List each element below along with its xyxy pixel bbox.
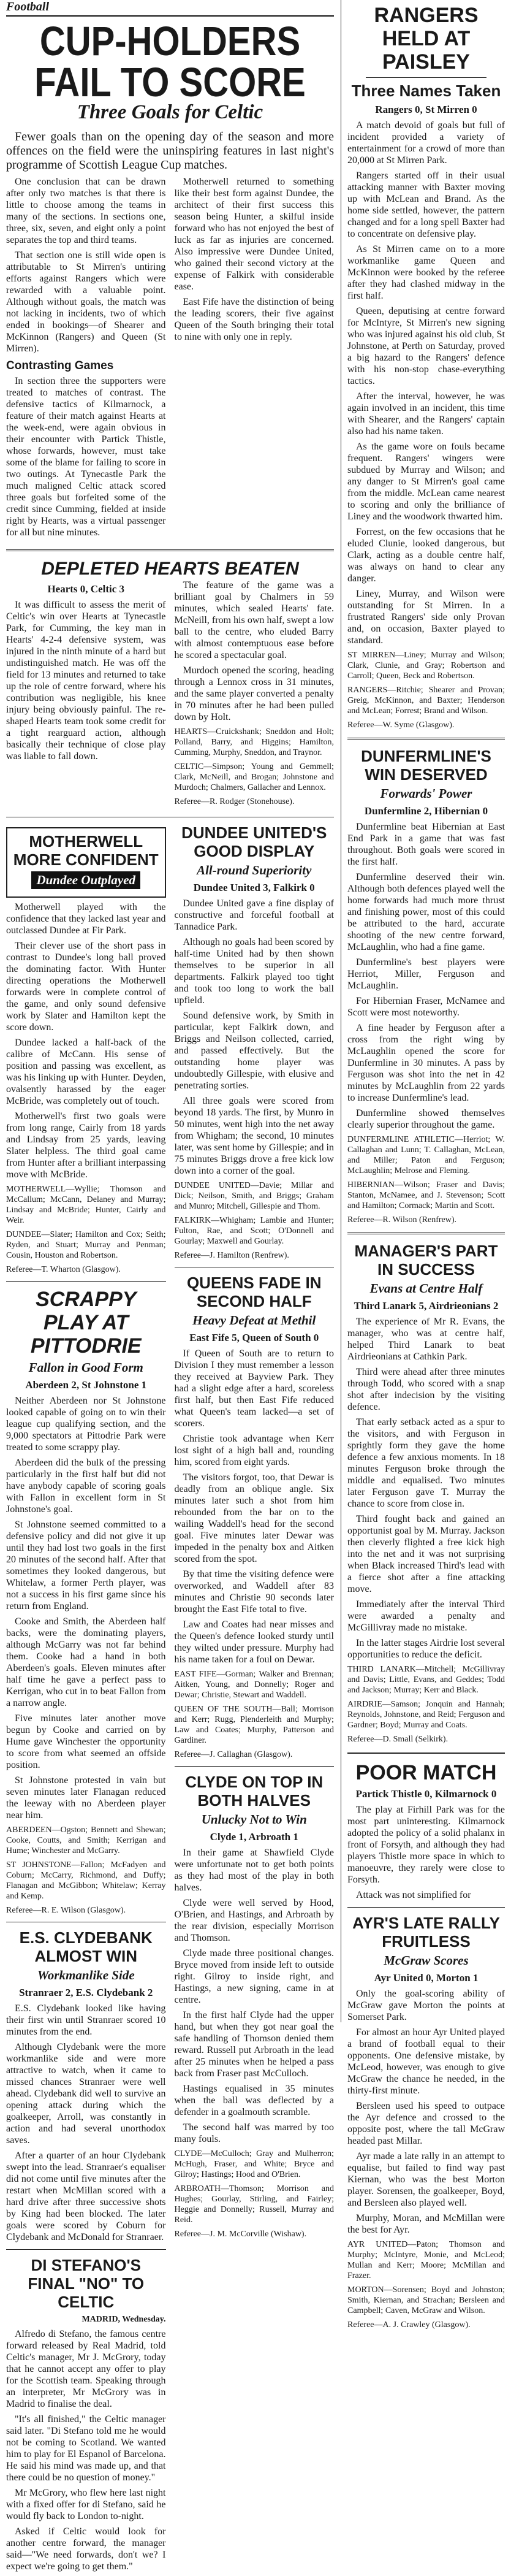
dundee-utd-paragraph: All three goals were scored from beyond 18 yards. The first, by Munro in 50 minutes, went high into the net away from Whigham; the second, 10 minutes later, was sent home by Gillespie; and in 75 minutes Briggs drove a free kick low down into a corner of the goal. [174, 1096, 334, 1176]
ayr-teams: AYR UNITED—Paton; Thomson and Murphy; McIntyre, Monie, and McLeod; Mullan and Kerr; Moore; McMillan and Frazer. [347, 2240, 505, 2280]
manager-score: Third Lanark 5, Airdrieonians 2 [354, 1300, 499, 1312]
motherwell-paragraph: Motherwell's first two goals were from long range, Cairly from 18 yards and Lindsay from 25 yards, leaving Slater helpless. The third goal came from Hunter after a brilliant interpassing move with McBride. [6, 1111, 166, 1180]
clyde-paragraph: Clyde made three positional changes. Bryce moved from inside left to outside right. Gilroy to inside right, and Hastings, a new signing, came in at centre. [174, 1948, 334, 2005]
lead-paragraph: Motherwell returned to something like their best form against Dundee, the architect of their first success this season being Hunter, a skilful inside forward who has not enjoyed the best of luck as far as injuries are concerned. Also impressive were Dundee United, who gained their second victory at the expense of Falkirk with considerable ease. [174, 177, 334, 292]
column-a [6, 824, 166, 2576]
lead-paragraph: In section three the supporters were treated to matches of contrast. The defensive tactics of Kilmarnock, a feature of their match against Hearts at the week-end, were again obvious in their encounter with Partick Thistle, whose forwards, however, must take some of the blame for failing to score in two outings. At Tynecastle Park the much maligned Celtic attack scored three goals but forfeited some of the credit since Cumming, fielded at inside right by Hearts, was a virtual passenger for all but nine minutes. [6, 376, 166, 538]
ayr-headline: AYR'S LATE RALLY FRUITLESS [352, 1914, 500, 1951]
ayr-paragraph: Bersleen used his speed to outpace the Ayr defence and crossed to the opposite post, where the tall McGraw headed past Millar. [347, 2101, 505, 2146]
rangers-paragraph: After the interval, however, he was again involved in an incident, this time with Shearer, and the Rangers' captain also had his name taken. [347, 391, 505, 437]
aberdeen-paragraph: St Johnstone seemed committed to a defensive policy and did not give it up until they had lost two goals in the first 20 minutes of the second half. After that sometimes they looked dangerous, but Whitelaw, a former Perth player, was not a success in his first game since his return from England. [6, 1519, 166, 1611]
lead-intro: Fewer goals than on the opening day of the season and more offences on the field were the uninspiring features in last night's programme of Scottish League Cup matches. [6, 130, 334, 172]
motherwell-referee: Referee—T. Wharton (Glasgow). [6, 1265, 121, 1274]
queens-referee: Referee—J. Callaghan (Glasgow). [174, 1750, 293, 1759]
ayr-paragraph: For almost an hour Ayr United played a brand of football equal to their opponents. One defensive mistake, by McLeod, however, was enough to give McGraw the chance he needed, in the thirty-first minute. [347, 2027, 505, 2096]
manager-headline: MANAGER'S PART IN SUCCESS [354, 1242, 498, 1278]
motherwell-paragraph: Motherwell played with the confidence that they lacked last year and outclassed Dundee at Fir Park. [6, 902, 166, 936]
clydebank-paragraph: After a quarter of an hour Clydebank swept into the lead. Stranraer's equaliser did not come until five minutes after the restart when McMillan scored with a hard drive after three successive shots by King had been blocked. The later goals were scored by Coburn for Clydebank and McDonald for Stranraer. [6, 2150, 166, 2242]
manager-paragraph: Third fought back and gained an opportunist goal by M. Murray. Jackson then cleverly flighted a free kick high into the net and it was not surprising when Black increased Third's lead with a fierce shot after a fine attacking move. [347, 1514, 505, 1594]
aberdeen-paragraph: St Johnstone protested in vain but seven minutes later Flanagan reduced the leeway with no Aberdeen player near him. [6, 1775, 166, 1821]
aberdeen-teams: ABERDEEN—Ogston; Bennett and Shewan; Cooke, Coutts, and Smith; Kerrigan and Hume; Winchester and McGarry. [6, 1825, 166, 1856]
ayr-subhead: McGraw Scores [384, 1953, 469, 1968]
clyde-paragraph: Hastings equalised in 35 minutes when the ball was deflected by a defender in a goalmouth scramble. [174, 2084, 334, 2117]
ayr-paragraph: Only the goal-scoring ability of McGraw gave Morton the points at Somerset Park. [347, 1989, 505, 2022]
aberdeen-paragraph: Cooke and Smith, the Aberdeen half backs, were the dominating players, although McGarry was not far behind them. Cooke had a hand in both Aberdeen's goals. Eleven minutes after half time he gave a perfect pass to Kerrigan, who cut in to beat Fallon from a narrow angle. [6, 1616, 166, 1708]
clyde-referee: Referee—J. M. McCorville (Wishaw). [174, 2230, 307, 2239]
dunfermline-teams: DUNFERMLINE ATHLETIC—Herriot; W. Callaghan and Lunn; T. Callaghan, McLean, and Miller; Paton and Ferguson; McLaughlin; Melrose and Fleming. [347, 1135, 505, 1175]
clyde-paragraph: Clyde were well served by Hood, O'Brien, and Hastings, and Arbroath by the rear division, especially Morrison and Thomson. [174, 1898, 334, 1943]
dundee-utd-paragraph: Although no goals had been scored by half-time United had by then shown themselves to be superior in all departments. Falkirk played too tight and took too long to work the ball upfield. [174, 937, 334, 1006]
clyde-paragraph: In their game at Shawfield Clyde were unfortunate not to get both points as they had most of the play in both halves. [174, 1848, 334, 1893]
poor-paragraph: The play at Firhill Park was for the most part uninteresting. Kilmarnock adopted the policy of a solid phalanx in front of Forsyth, and although they had players Thistle more space in which to manoeuvre, they rarely were close to Forsyth. [347, 1805, 505, 1885]
hearts-headline: DEPLETED HEARTS BEATEN [41, 559, 299, 579]
clyde-teams: ARBROATH—Thomson; Morrison and Hughes; Gourlay, Stirling, and Fairley; Heggie and Donnelly; Russell, Murray and Reid. [174, 2184, 334, 2225]
dundee-utd-teams: DUNDEE UNITED—Davie; Millar and Dick; Neilson, Smith, and Briggs; Graham and Munro; Mitchell, Gillespie and Thom. [174, 1181, 334, 1211]
manager-paragraph: In the latter stages Airdrie lost several opportunities to reduce the deficit. [347, 1638, 505, 1660]
distefano-headline: DI STEFANO'S FINAL "NO" TO CELTIC [28, 2256, 145, 2311]
dunfermline-subhead: Forwards' Power [380, 786, 472, 801]
queens-paragraph: Christie took advantage when Kerr lost sight of a high ball and, rounding him, scored from eight yards. [174, 1434, 334, 1467]
distefano-paragraph: Asked if Celtic would look for another centre forward, the manager said—"We need forwards, don't we? I expect we're going to get them." [6, 2526, 166, 2572]
dunfermline-paragraph: A fine header by Ferguson after a cross from the right wing by McLaughlin opened the score for Dunfermline in 30 minutes. A pass by Ferguson was shot into the net in 42 minutes by McLaughlin from 22 yards to increase Dunfermline's lead. [347, 1023, 505, 1103]
lead-body [6, 176, 334, 542]
hearts-score: Hearts 0, Celtic 3 [47, 583, 125, 595]
right-column [341, 0, 511, 2334]
aberdeen-subhead: Fallon in Good Form [28, 1360, 143, 1375]
manager-subhead: Evans at Centre Half [369, 1281, 483, 1296]
aberdeen-score: Aberdeen 2, St Johnstone 1 [25, 1379, 147, 1391]
distefano-paragraph: Alfredo di Stefano, the famous centre forward released by Real Madrid, told Celtic's manager, Mr J. McGrory, today that he cannot accept any offer to play for the Scottish team. Speaking through an interpreter, Mr McGrory was in Madrid to finalise the deal. [6, 2329, 166, 2409]
motherwell-paragraph: Dundee lacked a half-back of the calibre of McCann. His sense of position and passing was excellent, as was his linking up with Hunter. Deyden, ovalsently harassed by the eager McBride, was completely out of touch. [6, 1038, 166, 1106]
lead-paragraph: That section one is still wide open is attributable to St Mirren's untiring efforts against Rangers which were rewarded with a valuable point. Although without goals, the match was not lacking in incidents, two of which ended in bookings—of Shearer and McKinnon (Rangers) and Queen (St Mirren). [6, 250, 166, 354]
queens-paragraph: By that time the visiting defence were overworked, and Waddell after 83 minutes and Christie 90 seconds later brought the East Fife total to five. [174, 1569, 334, 1615]
queens-paragraph: The visitors forgot, too, that Dewar is deadly from an oblique angle. Six minutes later such a shot from him rebounded from the bar on to the wailing Waddell's head for the second goal. Five minutes later Dewar was impeded in the penalty box and Aitken scored from the spot. [174, 1472, 334, 1564]
queens-score: East Fife 5, Queen of South 0 [189, 1332, 319, 1343]
manager-paragraph: Third were ahead after three minutes through Todd, who scored with a snap shot after indecision by the visiting defence. [347, 1367, 505, 1412]
lead-paragraph: One conclusion that can be drawn after only two matches is that there is little to choose among the teams in many of the sections. In sections one, three, six, seven, and eight only a point separates the top and third teams. [6, 177, 166, 245]
clyde-score: Clyde 1, Arbroath 1 [210, 1831, 298, 1843]
poor-paragraph: Attack was not simplified for [356, 1890, 471, 1900]
motherwell-box [6, 827, 166, 898]
hearts-teams: CELTIC—Simpson; Young and Gemmell; Clark, McNeill, and Brogan; Johnstone and Murdoch; Chalmers, Gallacher and Lennox. [174, 762, 334, 792]
hearts-paragraph: It was difficult to assess the merit of Celtic's win over Hearts at Tynecastle Park, for Cumming, the key man in Hearts' 4-2-4 defensive system, was injured in the ninth minute of a hard but undistinguished match. He was off the field for 13 minutes and returned to take up the role of centre forward, where his contribution was negligible, his knee injury being obviously painful. The re-shaped Hearts team took some credit for a tight rearguard action, although basically their technique of close play was liable to fall down. [6, 600, 166, 762]
hearts-paragraph: Murdoch opened the scoring, heading through a Lennox cross in 31 minutes, and the same player converted a penalty in 70 minutes after he had been pulled down by Holt. [174, 665, 334, 722]
rangers-paragraph: Rangers started off in their usual attacking manner with Baxter moving up with McLean and Brand. As the home side settled, however, the pattern changed and for a long spell Baxter had to concentrate on defensive play. [347, 170, 505, 239]
rangers-paragraph: Forrest, on the few occasions that he eluded Clunie, looked dangerous, but Clark, acting as a double centre half, was always on hand to clear any danger. [347, 527, 505, 584]
motherwell-teams: DUNDEE—Slater; Hamilton and Cox; Seith; Ryden, and Stuart; Murray and Penman; Cousin, Houston and Robertson. [6, 1230, 166, 1260]
dunfermline-paragraph: Dunfermline beat Hibernian at East End Park in a game that was fast throughout. Both goals were scored in the first half. [347, 822, 505, 867]
dunfermline-referee: Referee—R. Wilson (Renfrew). [347, 1215, 457, 1225]
motherwell-teams: MOTHERWELL—Wyllie; Thomson and McCallum; McCann, Delaney and Murray; Lindsay and McBride; Hunter, Cairly and Weir. [6, 1185, 166, 1225]
manager-paragraph: The experience of Mr R. Evans, the manager, who was at centre half, helped Third Lanark to beat Airdrieonians at Cathkin Park. [347, 1317, 505, 1362]
rangers-paragraph: Liney, Murray, and Wilson were outstanding for St Mirren. In a frustrated Rangers' side only Provan and, on occasion, Baxter played to standard. [347, 589, 505, 646]
clydebank-paragraph: E.S. Clydebank looked like having their first win until Stranraer scored 10 minutes from the end. [6, 2003, 166, 2037]
manager-paragraph: Immediately after the interval Third were awarded a penalty and McGillivray made no mistake. [347, 1599, 505, 1633]
motherwell-paragraph: Their clever use of the short pass in contrast to Dundee's long ball proved the dominating factor. With Hunter directing operations the Motherwell forwards were in complete control of the game, and only sound defensive work by Slater and Hamilton kept the score down. [6, 941, 166, 1033]
dundee-utd-subhead: All-round Superiority [197, 863, 312, 877]
manager-paragraph: That early setback acted as a spur to the visitors, and with Ferguson in sprightly form they gave the home defence a few anxious moments. In 18 minutes Ferguson broke through the middle and equalised. Two minutes later Ferguson gave T. Murray the chance to score from close in. [347, 1417, 505, 1509]
clyde-paragraph: The second half was marred by too many fouls. [174, 2122, 334, 2144]
clyde-teams: CLYDE—McCulloch; Gray and Mulherron; McHugh, Fraser, and White; Bryce and Gilroy; Hastings; Hood and O'Brien. [174, 2149, 334, 2179]
clyde-paragraph: In the first half Clyde had the upper hand, but when they got near goal the safe handling of Thomson denied them reward. Russell put Arbroath in the lead after 25 minutes when he helped a pass back from Fraser past McCulloch. [174, 2010, 334, 2079]
aberdeen-paragraph: Aberdeen did the bulk of the pressing particularly in the first half but did not have anybody capable of scoring goals with Fallon in excellent form in St Johnstone's goal. [6, 1458, 166, 1515]
rangers-paragraph: Queen, deputising at centre forward for McIntyre, St Mirren's new signing who was injured against his old club, St Johnstone, at Perth on Saturday, proved a big hazard to the Rangers' defence with his non-stop chase-everything tactics. [347, 306, 505, 386]
motherwell-headline: MOTHERWELL MORE CONFIDENT [13, 832, 159, 869]
lead-headline: CUP-HOLDERS FAIL TO SCORE [34, 18, 306, 105]
rangers-paragraph: A match devoid of goals but full of incident provided a variety of entertainment for a crowd of more than 20,000 at St Mirren Park. [347, 120, 505, 166]
dundee-utd-headline: DUNDEE UNITED'S GOOD DISPLAY [181, 824, 327, 860]
distefano-paragraph: "It's all finished," the Celtic manager said later. "Di Stefano told me he would not be coming to Scotland. We wanted him to play for El Espanol of Barcelona. He said his mind was made up, and that there could be no question of money." [6, 2414, 166, 2483]
clydebank-headline: E.S. CLYDEBANK ALMOST WIN [19, 1928, 153, 1965]
dundee-utd-paragraph: Dundee United gave a fine display of constructive and forceful football at Tannadice Park. [174, 898, 334, 932]
motherwell-subhead: Dundee Outplayed [31, 871, 140, 889]
queens-headline: QUEENS FADE IN SECOND HALF [186, 1274, 322, 1310]
ayr-paragraph: Murphy, Moran, and McMillan were the best for Ayr. [347, 2213, 505, 2235]
queens-teams: EAST FIFE—Gorman; Walker and Brennan; Aitken, Young, and Donnelly; Roger and Dewar; Christie, Stewart and Waddell. [174, 1670, 334, 1700]
aberdeen-teams: ST JOHNSTONE—Fallon; McFadyen and Coburn; McCarry, Richmond, and Duffy; Flanagan and McGibbon; Whitelaw; Kerray and Kemp. [6, 1860, 166, 1901]
rangers-subhead: Three Names Taken [351, 82, 501, 100]
clydebank-paragraph: Although Clydebank were the more workmanlike side and were more attractive to watch, when it came to missed chances Stranraer were well ahead. Clydebank did well to survive an opening attack during which the goalkeeper, Arroll, was constantly in action and had several unorthodox saves. [6, 2042, 166, 2146]
lead-subheadline: Three Goals for Celtic [77, 101, 263, 123]
poor-headline: POOR MATCH [355, 1761, 497, 1784]
poor-score: Partick Thistle 0, Kilmarnock 0 [355, 1788, 497, 1800]
rangers-teams: ST MIRREN—Liney; Murray and Wilson; Clark, Clunie, and Gray; Robertson and Carroll; Queen, Beck and Robertson. [347, 651, 505, 681]
dundee-utd-score: Dundee United 3, Falkirk 0 [193, 882, 315, 893]
queens-paragraph: If Queen of South are to return to Division I they must remember a lesson they received at Bayview Park. They had a slight edge after a hard, scoreless first half, but then East Fife reduced what Queen's team lacked—a set of scorers. [174, 1348, 334, 1429]
dundee-utd-paragraph: Sound defensive work, by Smith in particular, kept Falkirk down, and Briggs and Neilson collected, carried, and passed effectively. But the outstanding home player was undoubtedly Gillespie, with elusive and penetrating sorties. [174, 1011, 334, 1091]
queens-subhead: Heavy Defeat at Methil [192, 1313, 316, 1328]
dunfermline-paragraph: Dunfermline deserved their win. Although both defences played well the home forwards had much more thrust and finishing power, most of this could be attributed to the hard, accurate shooting of the new centre forward, McLaughlin, who had a fine game. [347, 872, 505, 952]
ayr-referee: Referee—A. J. Crawley (Glasgow). [347, 2320, 471, 2329]
clydebank-score: Stranraer 2, E.S. Clydebank 2 [19, 1987, 153, 1998]
rangers-paragraph: As the game wore on fouls became frequent. Rangers' wingers were subdued by Murray and Wilson; and any danger to St Mirren's goal came from the middle. McLean came nearest to scoring and only the brilliance of Liney and the woodwork thwarted him. [347, 441, 505, 522]
manager-teams: THIRD LANARK—Mitchell; McGillivray and Davis; Little, Evans, and Geddes; Todd and Jackson; Murray; Kerr and Black. [347, 1665, 505, 1695]
lead-paragraph: East Fife have the distinction of being the leading scorers, their five against Queen of the South bringing their total to nine with only one in reply. [174, 297, 334, 342]
distefano-dateline: MADRID, Wednesday. [81, 2315, 166, 2324]
rangers-teams: RANGERS—Ritchie; Shearer and Provan; Greig, McKinnon, and Baxter; Henderson and McLean; Forrest; Brand and Wilson. [347, 686, 505, 716]
aberdeen-paragraph: Five minutes later another move begun by Cooke and carried on by Hume gave Winchester the opportunity to score from what seemed an offside position. [6, 1713, 166, 1770]
clyde-subhead: Unlucky Not to Win [201, 1812, 307, 1827]
hearts-paragraph: The feature of the game was a brilliant goal by Chalmers in 59 minutes, which sealed Hearts' fate. McNeill, from his own half, swept a low ball to the centre, who eluded Barry with almost contemptuous ease before he scored a spectacular goal. [174, 580, 334, 660]
queens-paragraph: Law and Coates had near misses and the Queen's defence looked sturdy until they wilted under pressure. Murphy had his name taken for a foul on Dewar. [174, 1619, 334, 1665]
aberdeen-paragraph: Neither Aberdeen nor St Johnstone looked capable of going on to win their league cup qualifying section, and the 9,000 spectators at Pittodrie Park were treated to some scrappy play. [6, 1396, 166, 1453]
rangers-headline: RANGERS HELD AT PAISLEY [374, 4, 479, 74]
dundee-utd-referee: Referee—J. Hamilton (Renfrew). [174, 1251, 289, 1260]
dunfermline-paragraph: For Hibernian Fraser, McNamee and Scott were most noteworthy. [347, 996, 505, 1018]
distefano-paragraph: Mr McGrory, who flew here last night with a fixed offer for di Stefano, said he would fly back to London to-night. [6, 2488, 166, 2521]
dunfermline-paragraph: Dunfermline showed themselves clearly superior throughout the game. [347, 1108, 505, 1130]
manager-referee: Referee—D. Small (Selkirk). [347, 1735, 449, 1744]
queens-teams: QUEEN OF THE SOUTH—Ball; Morrison and Kerr; Rugg, Plenderleith and Murphy; Law and Coates; Murphy, Patterson and Gardiner. [174, 1705, 334, 1745]
hearts-teams: HEARTS—Cruickshank; Sneddon and Holt; Polland, Barry, and Higgins; Hamilton, Cumming, Murphy, Sneddon, and Traynor. [174, 727, 334, 757]
hearts-body [6, 579, 334, 811]
lower-left-columns [6, 824, 334, 2576]
lead-inner-head: Contrasting Games [6, 359, 114, 372]
dunfermline-teams: HIBERNIAN—Wilson; Fraser and Davis; Stanton, McNamee, and J. Stevenson; Scott and Hamilton; Cormack; Martin and Scott. [347, 1180, 505, 1210]
dundee-utd-teams: FALKIRK—Whigham; Lambie and Hunter; Fulton, Rae, and Scott; O'Donnell and Gourlay; Maxwell and Gourlay. [174, 1216, 334, 1246]
clyde-headline: CLYDE ON TOP IN BOTH HALVES [185, 1773, 324, 1810]
aberdeen-referee: Referee—R. E. Wilson (Glasgow). [6, 1906, 126, 1915]
rangers-score: Rangers 0, St Mirren 0 [375, 104, 477, 115]
hearts-referee: Referee—R. Rodger (Stonehouse). [174, 797, 295, 806]
column-b [175, 824, 335, 2576]
dunfermline-score: Dunfermline 2, Hibernian 0 [364, 805, 488, 817]
clydebank-subhead: Workmanlike Side [37, 1968, 135, 1982]
section-label: Football [6, 0, 334, 17]
ayr-score: Ayr United 0, Morton 1 [374, 1972, 479, 1984]
dunfermline-paragraph: Dunfermline's best players were Herriot, Miller, Ferguson and McLaughlin. [347, 957, 505, 991]
rangers-paragraph: As St Mirren came on to a more workmanlike game Queen and McKinnon were booked by the referee after they had clashed midway in the first half. [347, 244, 505, 301]
dunfermline-headline: DUNFERMLINE'S WIN DESERVED [361, 747, 491, 784]
manager-teams: AIRDRIE—Samson; Jonquin and Hannah; Reynolds, Johnstone, and Reid; Ferguson and Gardner; Boyd; Murray and Coats. [347, 1700, 505, 1730]
ayr-teams: MORTON—Sorensen; Boyd and Johnston; Smith, Kiernan, and Strachan; Bersleen and Campbell; Caven, McGraw and Wilson. [347, 2285, 505, 2315]
ayr-paragraph: Ayr made a late rally in an attempt to equalise, but failed to find way past Kiernan, who was the best Morton player. Sorensen, the goalkeeper, Boyd, and Bersleen also played well. [347, 2151, 505, 2208]
rangers-referee: Referee—W. Syme (Glasgow). [347, 720, 455, 730]
aberdeen-headline: SCRAPPY PLAY AT PITTODRIE [30, 1288, 142, 1358]
